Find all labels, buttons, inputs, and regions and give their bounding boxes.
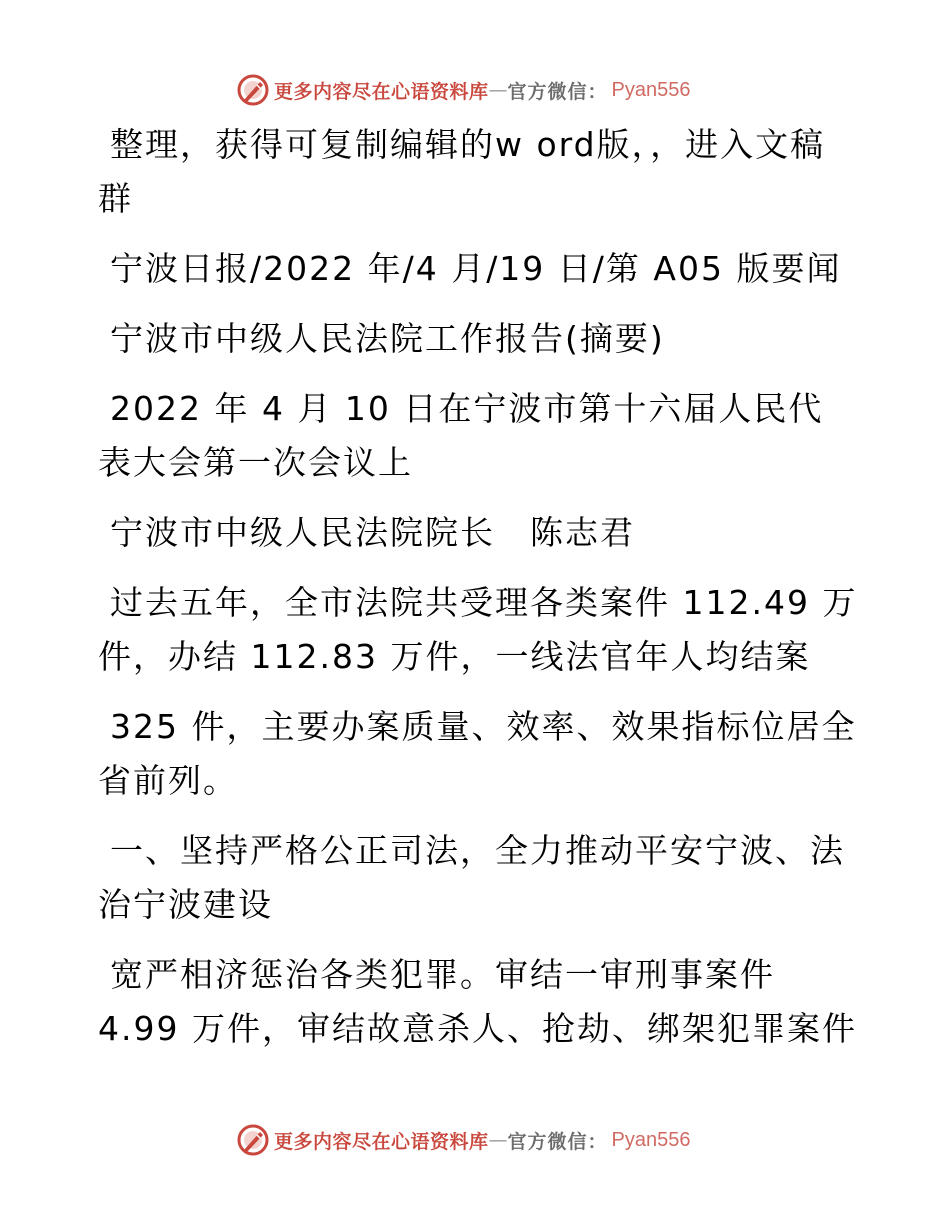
watermark-wechat-id: Pyan556	[611, 1128, 691, 1151]
paragraph-intro: 整理，获得可复制编辑的w ord版，，进入文稿群	[98, 125, 826, 218]
watermark-separator: —	[488, 1129, 508, 1151]
watermark-header	[236, 72, 691, 108]
document-body	[98, 118, 858, 1072]
watermark-text: 更多内容尽在心语资料库	[274, 1130, 489, 1153]
watermark-wechat-id: Pyan556	[611, 78, 691, 101]
watermark-text: 更多内容尽在心语资料库	[274, 80, 489, 103]
watermark-official-label: 官方微信：	[507, 80, 608, 103]
quill-pen-circle-icon	[236, 1123, 270, 1157]
paragraph-meeting: 2022 年 4 月 10 日在宁波市第十六届人民代表大会第一次会议上	[98, 389, 824, 482]
section-heading-1: 一、坚持严格公正司法，全力推动平安宁波、法治宁波建设	[98, 831, 845, 924]
document-title: 宁波市中级人民法院工作报告(摘要)	[110, 319, 665, 358]
watermark-separator: —	[488, 79, 508, 101]
paragraph-source: 宁波日报/2022 年/4 月/19 日/第 A05 版要闻	[110, 249, 842, 288]
watermark-official-label: 官方微信：	[507, 1130, 608, 1153]
paragraph-author: 宁波市中级人民法院院长 陈志君	[110, 513, 635, 552]
paragraph-cases: 过去五年，全市法院共受理各类案件 112.49 万件，办结 112.83 万件，一线法官年人均结案	[98, 583, 858, 676]
paragraph-criminal: 宽严相济惩治各类犯罪。审结一审刑事案件 4.99 万件，审结故意杀人、抢劫、绑架犯罪案件	[98, 955, 857, 1048]
quill-pen-circle-icon	[236, 73, 270, 107]
paragraph-quality: 325 件，主要办案质量、效率、效果指标位居全省前列。	[98, 707, 857, 800]
watermark-footer	[236, 1122, 691, 1158]
